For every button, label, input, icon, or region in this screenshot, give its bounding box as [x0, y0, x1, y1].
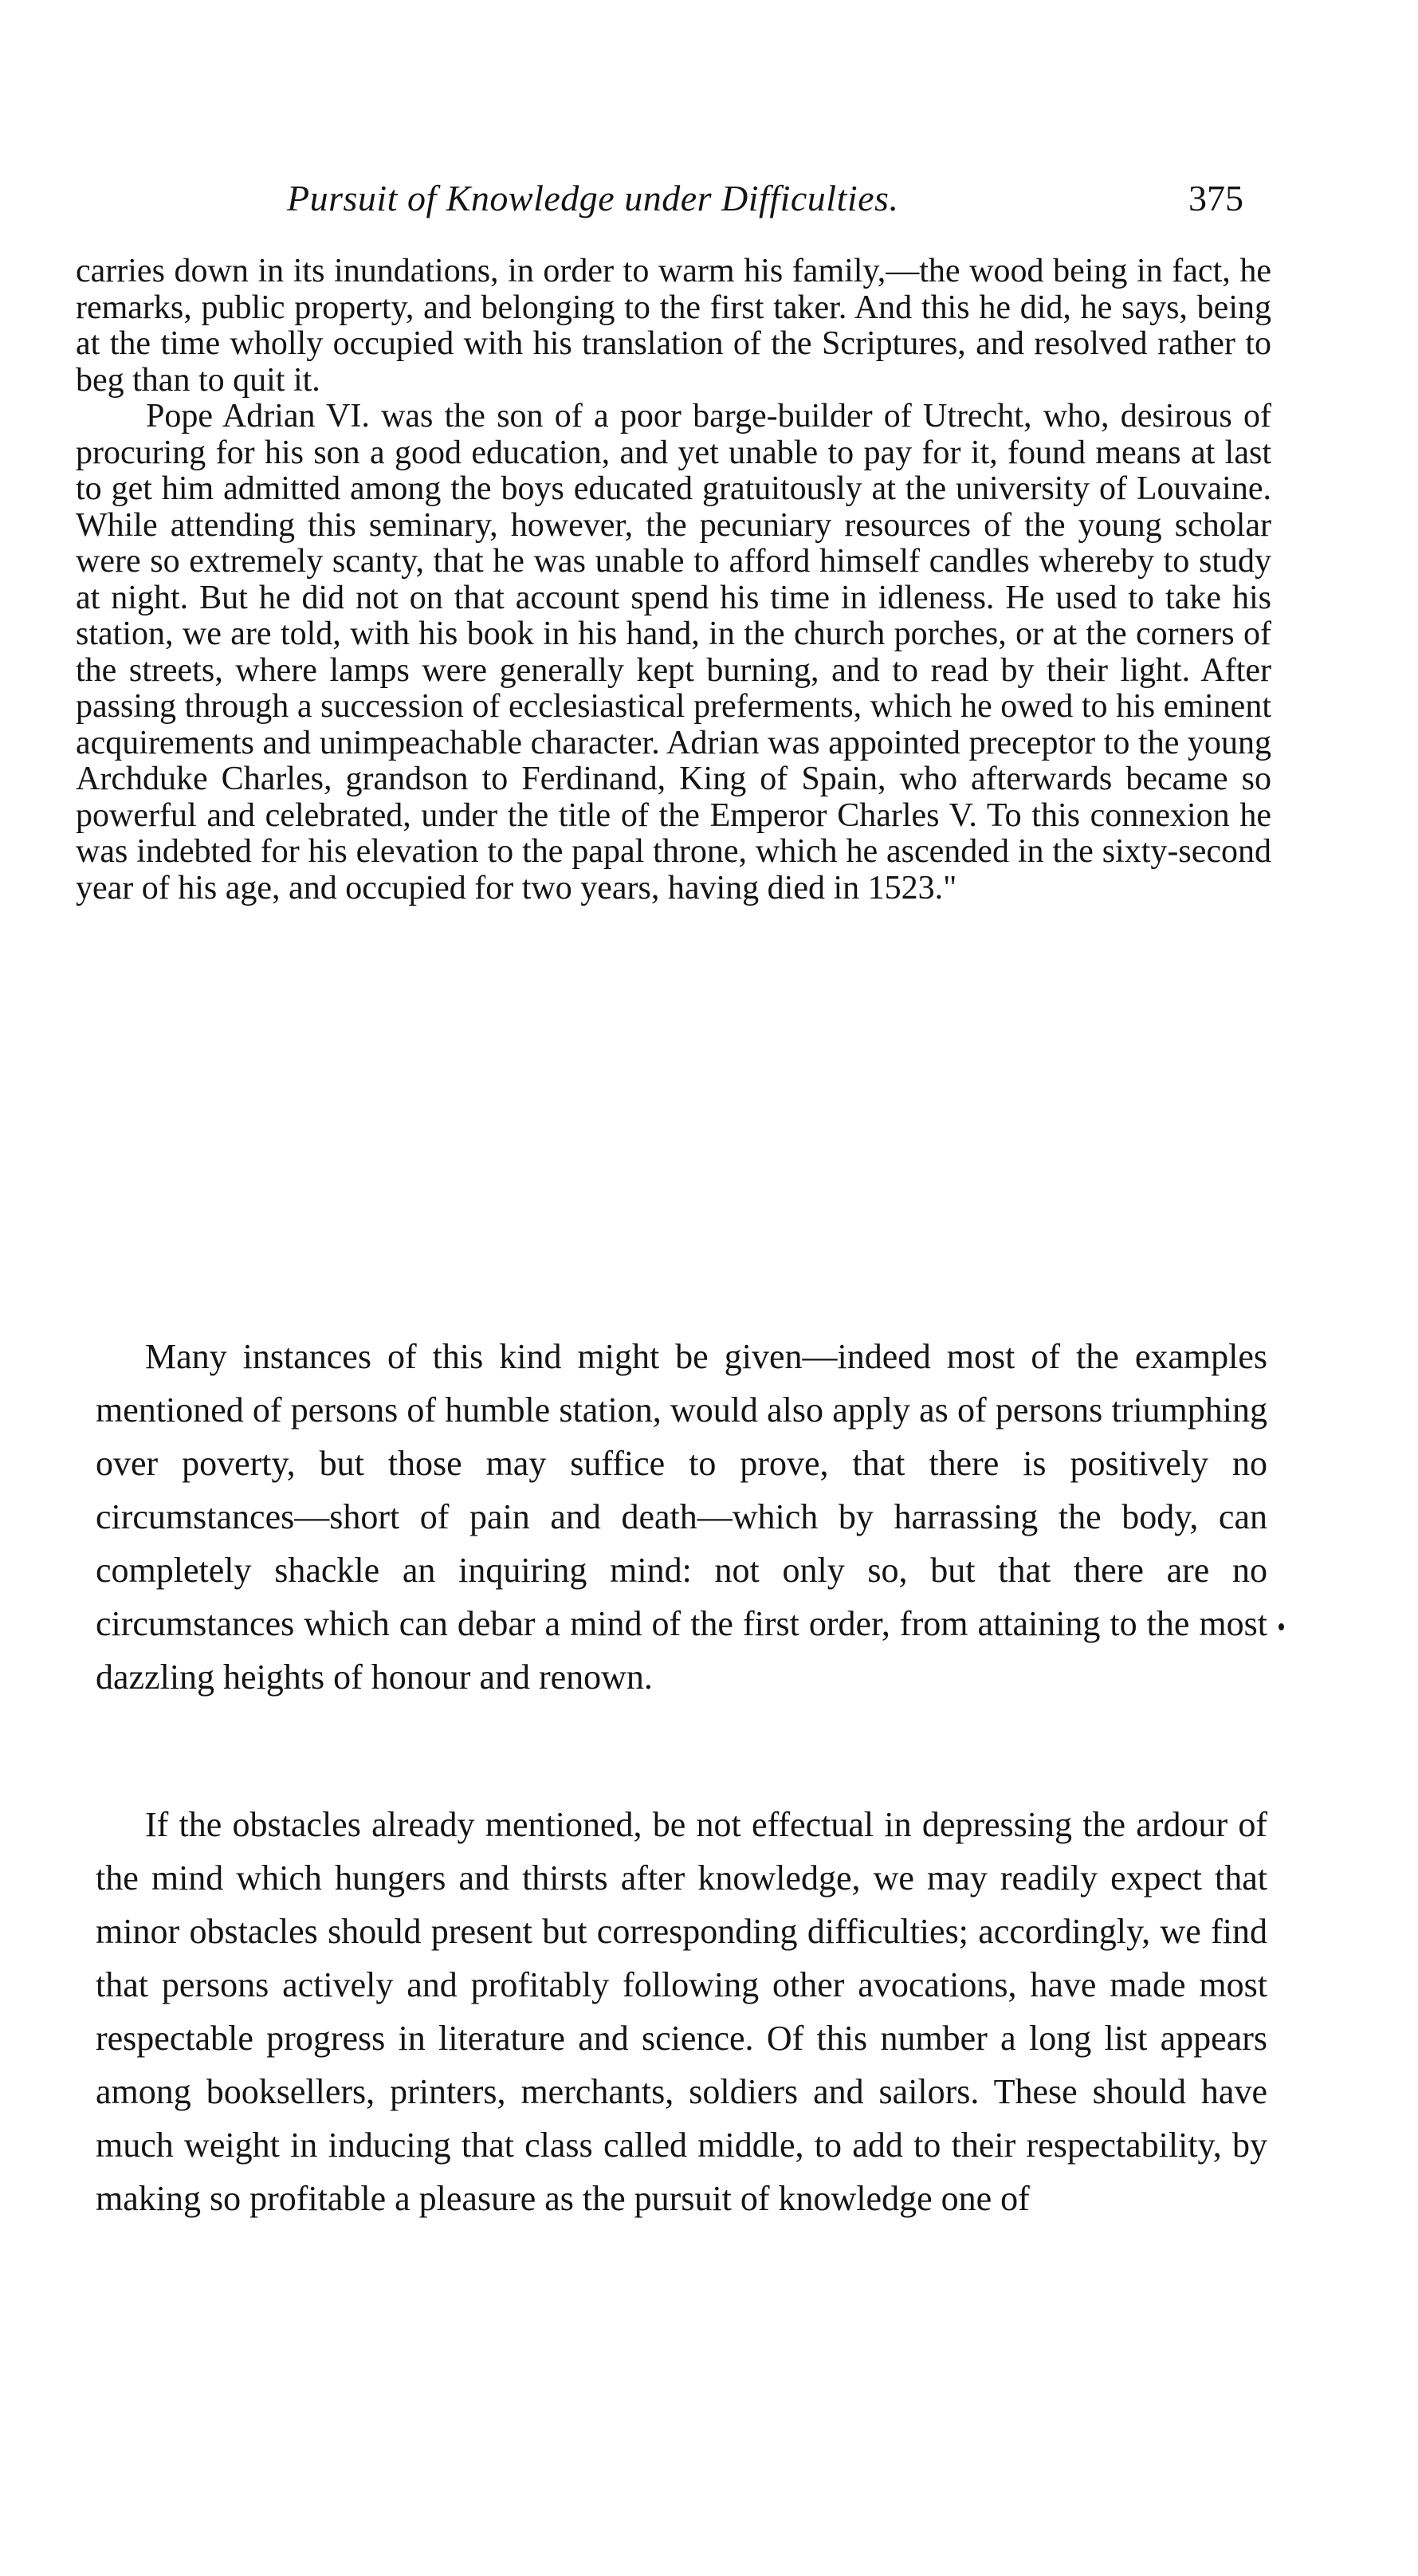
quote-paragraph-2: Pope Adrian VI. was the son of a poor barge-builder of Utrecht, who, desirous of procuring for his son a good education, and yet unable to pay for it, found means at last to get him admitted among the boys educated gratuitously at the university of Louvaine. While attending this seminary, however, the pecuniary resources of the young scholar were so extremely scanty, that he was unable to afford himself candles whereby to study at night. But he did not on that account spend his time in idleness. He used to take his station, we are told, with his book in his hand, in the church porches, or at the corners of the streets, where lamps were generally kept burning, and to read by their light. After passing through a succession of ecclesiastical preferments, which he owed to his eminent acquirements and unimpeachable character. Adrian was appointed preceptor to the young Archduke Charles, grandson to Ferdinand, King of Spain, who afterwards became so powerful and celebrated, under the title of the Emperor Charles V. To this connexion he was indebted for his elevation to the papal throne, which he ascended in the sixty-second year of his age, and occupied for two years, having died in 1523." [76, 398, 1271, 907]
page-number: 375 [1188, 178, 1243, 218]
quoted-passage [76, 254, 1271, 907]
body-paragraph-1-text: Many instances of this kind might be given—indeed most of the examples mentioned of persons of humble station, would also apply as of persons triumphing over poverty, but those may suffice to prove, that there is positively no circumstances—short of pain and death—which by harrassing the body, can completely shackle an inquiring mind: not only so, but that there are no circumstances which can debar a mind of the first order, from attaining to the most dazzling heights of honour and renown. [96, 1337, 1267, 1697]
ink-mark [1279, 1623, 1284, 1630]
body-paragraph-2 [96, 1798, 1267, 2225]
running-title: Pursuit of Knowledge under Difficulties. [287, 178, 899, 218]
page-header [287, 177, 1259, 233]
body-paragraph-1 [96, 1330, 1267, 1704]
quote-paragraph-1: carries down in its inundations, in order to warm his family,—the wood being in fact, he remarks, public property, and belonging to the first taker. And this he did, he says, being at the time wholly occupied with his translation of the Scriptures, and resolved rather to beg than to quit it. [76, 253, 1271, 399]
body-paragraph-2-text: If the obstacles already mentioned, be not effectual in depressing the ardour of the mind which hungers and thirsts after knowledge, we may readily expect that minor obstacles should present but corresponding difficulties; accordingly, we find that persons actively and profitably following other avocations, have made most respectable progress in literature and science. Of this number a long list appears among booksellers, printers, merchants, soldiers and sailors. These should have much weight in inducing that class called middle, to add to their respectability, by making so profitable a pleasure as the pursuit of knowledge one of [96, 1805, 1267, 2218]
